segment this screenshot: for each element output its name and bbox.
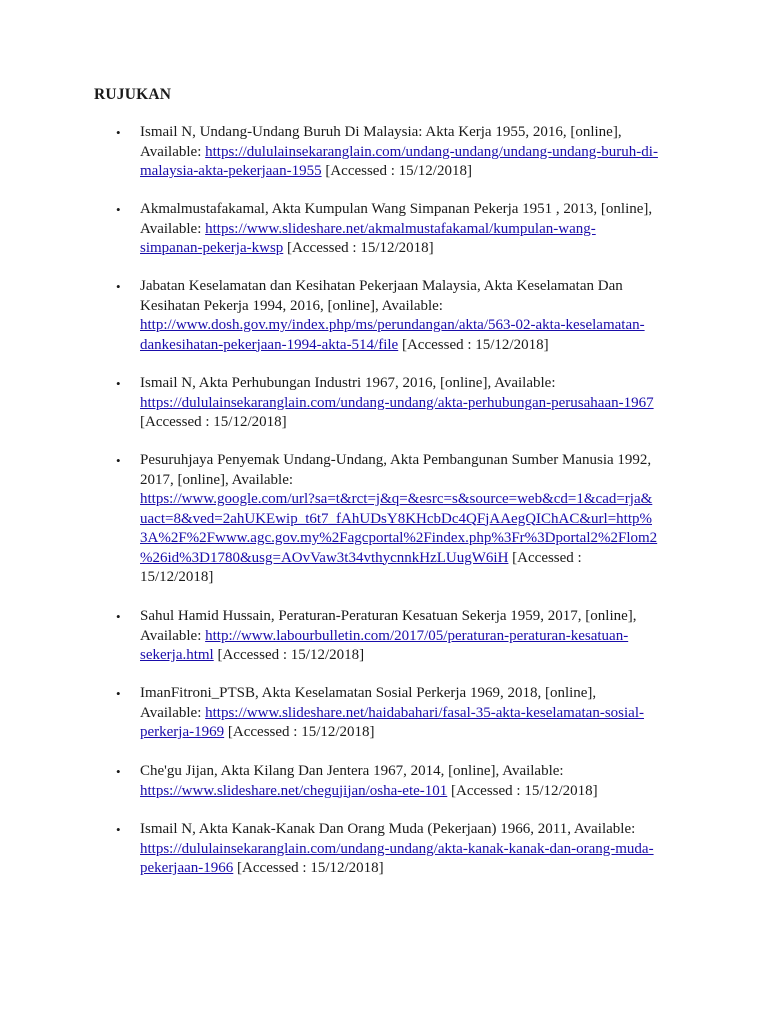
reference-line — [140, 239, 685, 259]
reference-line — [140, 413, 685, 433]
reference-line — [140, 568, 685, 588]
reference-text: Che'gu Jijan, Akta Kilang Dan Jentera 1967, 2014, [online], Available: — [140, 763, 564, 779]
reference-link[interactable]: https://www.slideshare.net/haidabahari/fasal-35-akta-keselamatan-sosial- — [205, 704, 644, 721]
reference-link[interactable]: https://www.google.com/url?sa=t&rct=j&q=&esrc=s&source=web&cd=1&cad=rja& — [140, 491, 653, 507]
reference-line — [140, 471, 685, 491]
bullet-icon: • — [116, 453, 121, 468]
bullet-icon: • — [116, 609, 121, 624]
reference-text: Ismail N, Akta Perhubungan Industri 1967, 2016, [online], Available: — [140, 375, 556, 391]
reference-line — [140, 859, 685, 879]
reference-text: [Accessed : 15/12/2018] — [398, 336, 549, 353]
reference-line — [140, 200, 685, 220]
reference-line — [140, 277, 685, 297]
reference-line — [140, 782, 685, 802]
reference-link[interactable]: uact=8&ved=2ahUKEwip_t6t7_fAhUDsY8KHcbDc4QFjAAegQIChAC&url=http% — [140, 510, 652, 527]
bullet-icon: • — [116, 202, 121, 217]
reference-link[interactable]: https://www.slideshare.net/chegujijan/osha-ete-101 — [140, 782, 448, 799]
reference-text: [Accessed : 15/12/2018] — [224, 724, 375, 740]
reference-link[interactable]: sekerja.html — [140, 647, 214, 663]
reference-text: 2017, [online], Available: — [140, 471, 294, 488]
reference-line — [140, 374, 685, 394]
reference-line — [140, 723, 685, 743]
reference-link[interactable]: https://dululainsekaranglain.com/undang-undang/akta-kanak-kanak-dan-orang-muda- — [140, 840, 654, 857]
bullet-icon: • — [116, 822, 121, 837]
reference-line — [140, 762, 685, 782]
reference-link[interactable]: https://dululainsekaranglain.com/undang-undang/akta-perhubungan-perusahaan-1967 — [140, 394, 654, 411]
reference-text: [Accessed : 15/12/2018] — [321, 163, 472, 179]
reference-line — [140, 627, 685, 647]
list-item — [116, 123, 685, 182]
reference-text: Available: — [140, 704, 206, 721]
list-item — [116, 762, 685, 801]
reference-line — [140, 451, 685, 471]
reference-link[interactable]: 3A%2F%2Fwww.agc.gov.my%2Fagcportal%2Findex.php%3Fr%3Dportal2%2Flom2 — [140, 530, 658, 546]
bullet-icon: • — [116, 279, 121, 294]
reference-line — [140, 840, 685, 860]
reference-link[interactable]: http://www.dosh.gov.my/index.php/ms/perundangan/akta/563-02-akta-keselamatan- — [140, 317, 645, 333]
reference-link[interactable]: pekerjaan-1966 — [140, 860, 234, 876]
reference-line — [140, 529, 685, 549]
reference-text: Available: — [140, 143, 206, 160]
reference-line — [140, 162, 685, 182]
bullet-icon: • — [116, 125, 121, 140]
reference-text: Akmalmustafakamal, Akta Kumpulan Wang Simpanan Pekerja 1951 , 2013, [online], — [140, 201, 653, 217]
reference-text: 15/12/2018] — [140, 569, 214, 585]
reference-text: [Accessed : 15/12/2018] — [233, 860, 384, 876]
reference-line — [140, 820, 685, 840]
reference-text: Pesuruhjaya Penyemak Undang-Undang, Akta Pembangunan Sumber Manusia 1992, — [140, 452, 652, 468]
reference-text: Available: — [140, 627, 206, 644]
list-item — [116, 200, 685, 259]
reference-line — [140, 316, 685, 336]
page-title: RUJUKAN — [94, 86, 172, 103]
bullet-icon: • — [116, 686, 121, 701]
reference-line — [140, 490, 685, 510]
reference-link[interactable]: http://www.labourbulletin.com/2017/05/peraturan-peraturan-kesatuan- — [205, 627, 629, 644]
reference-line — [140, 394, 685, 414]
reference-line — [140, 123, 685, 143]
reference-line — [140, 684, 685, 704]
reference-link[interactable]: malaysia-akta-pekerjaan-1955 — [140, 163, 322, 179]
reference-text: [Accessed : 15/12/2018] — [140, 414, 287, 430]
reference-link[interactable]: https://dululainsekaranglain.com/undang-undang/undang-undang-buruh-di- — [205, 143, 658, 160]
bullet-icon: • — [116, 376, 121, 391]
bullet-icon: • — [116, 764, 121, 779]
list-item — [116, 277, 685, 355]
reference-text: [Accessed : 15/12/2018] — [213, 647, 365, 663]
reference-line — [140, 646, 685, 666]
reference-link[interactable]: https://www.slideshare.net/akmalmustafakamal/kumpulan-wang- — [205, 220, 596, 237]
reference-line — [140, 336, 685, 356]
reference-text: [Accessed : 15/12/2018] — [447, 782, 598, 799]
list-item — [116, 820, 685, 879]
list-item — [116, 451, 685, 588]
reference-text: Kesihatan Pekerja 1994, 2016, [online], Available: — [140, 297, 443, 314]
reference-text: Available: — [140, 220, 206, 237]
reference-text: ImanFitroni_PTSB, Akta Keselamatan Sosial Perkerja 1969, 2018, [online], — [140, 685, 597, 701]
reference-link[interactable]: perkerja-1969 — [140, 724, 225, 740]
list-item — [116, 684, 685, 743]
reference-line — [140, 549, 685, 569]
reference-line — [140, 704, 685, 724]
reference-line — [140, 220, 685, 240]
reference-line — [140, 510, 685, 530]
reference-link[interactable]: dankesihatan-pekerjaan-1994-akta-514/file — [140, 336, 399, 353]
list-item — [116, 607, 685, 666]
reference-line — [140, 607, 685, 627]
reference-text: Ismail N, Akta Kanak-Kanak Dan Orang Muda (Pekerjaan) 1966, 2011, Available: — [140, 821, 636, 837]
reference-line — [140, 297, 685, 317]
reference-link[interactable]: simpanan-pekerja-kwsp — [140, 240, 284, 256]
reference-text: Jabatan Keselamatan dan Kesihatan Pekerjaan Malaysia, Akta Keselamatan Dan — [140, 278, 623, 294]
reference-link[interactable]: %26id%3D1780&usg=AOvVaw3t34vthycnnkHzLUugW6iH — [140, 549, 509, 566]
reference-text: [Accessed : — [508, 549, 582, 566]
reference-line — [140, 143, 685, 163]
reference-text: [Accessed : 15/12/2018] — [283, 240, 434, 256]
reference-text: Ismail N, Undang-Undang Buruh Di Malaysia: Akta Kerja 1955, 2016, [online], — [140, 124, 622, 140]
list-item — [116, 374, 685, 433]
reference-text: Sahul Hamid Hussain, Peraturan-Peraturan Kesatuan Sekerja 1959, 2017, [online], — [140, 608, 637, 624]
